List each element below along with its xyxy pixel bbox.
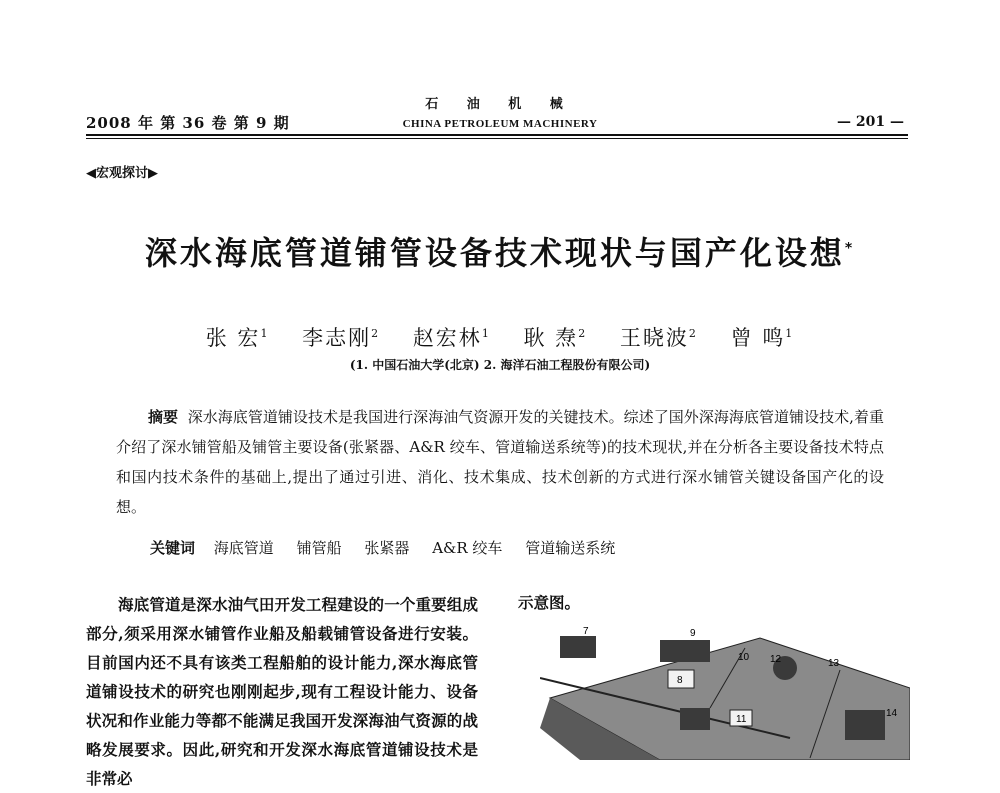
- abstract-label: 摘要: [148, 408, 179, 426]
- figure-label: 14: [886, 708, 898, 719]
- keywords: [150, 537, 633, 558]
- header-rule-thick: [86, 134, 908, 136]
- figure-label: 7: [583, 626, 589, 637]
- equipment-right: [845, 710, 885, 740]
- abstract-text: 深水海底管道铺设技术是我国进行深海油气资源开发的关键技术。综述了国外深海海底管道铺设技术,着重介绍了深水铺管船及铺管主要设备(张紧器、A&R 绞车、管道输送系统等)的技术现状,并在分析各主要设备技术特点和国内技术条件的基础上,提出了通过引进、消化、技术集成、技术创新的方式进行深水铺管关键设备国产化的设想。: [116, 408, 884, 516]
- body-text-left-column: 海底管道是深水油气田开发工程建设的一个重要组成部分,须采用深水铺管作业船及船载铺管设备进行安装。目前国内还不具有该类工程船舶的设计能力,深水海底管道铺设技术的研究也刚刚起步,现有工程设计能力、设备状况和作业能力等都不能满足我国开发深海油气资源的战略发展要求。因此,研究和开发深水海底管道铺设技术是非常必: [86, 595, 478, 788]
- equipment-winch: [660, 640, 710, 662]
- keyword: 铺管船: [296, 539, 342, 557]
- article-title: [0, 228, 1000, 274]
- page-number: — 201 —: [837, 114, 904, 130]
- figure-label: 9: [690, 628, 696, 639]
- keywords-label: 关键词: [150, 539, 196, 557]
- equipment-crane-left: [560, 636, 596, 658]
- section-label: ◀宏观探讨▶: [86, 166, 158, 181]
- figure-label: 10: [738, 652, 750, 663]
- issue-info: 2008 年 第 36 卷 第 9 期: [86, 114, 290, 132]
- figure-label: 13: [828, 658, 840, 669]
- equipment-tensioner: [680, 708, 710, 730]
- figure-label: 8: [677, 675, 683, 686]
- body-text-right-column: 示意图。: [518, 593, 581, 612]
- abstract: [116, 402, 884, 522]
- figure-label: 11: [736, 714, 747, 725]
- author: 李志刚$^2$: [302, 326, 381, 350]
- author: 张 宏$^1$: [205, 326, 270, 350]
- keyword: 海底管道: [213, 539, 274, 557]
- affiliations: (1. 中国石油大学(北京) 2. 海洋石油工程股份有限公司): [349, 358, 651, 372]
- header-rule-thin: [86, 138, 908, 139]
- author: 耿 焘$^2$: [523, 326, 588, 350]
- keyword: A&R 绞车: [432, 539, 503, 557]
- author: 曾 鸣$^1$: [730, 326, 795, 350]
- title-text: 深水海底管道铺管设备技术现状与国产化设想: [144, 234, 845, 272]
- pipelay-vessel-figure: [540, 618, 910, 760]
- author: 王晓波$^2$: [619, 326, 698, 350]
- title-footnote-mark: *: [844, 240, 856, 257]
- figure-label: 12: [770, 654, 782, 665]
- author-list: [0, 322, 1000, 352]
- journal-name-en: CHINA PETROLEUM MACHINERY: [402, 118, 598, 130]
- keyword: 张紧器: [364, 539, 410, 557]
- journal-name-cn: 石 油 机 械: [425, 97, 575, 112]
- keyword: 管道输送系统: [525, 539, 616, 557]
- author: 赵宏林$^1$: [412, 326, 491, 350]
